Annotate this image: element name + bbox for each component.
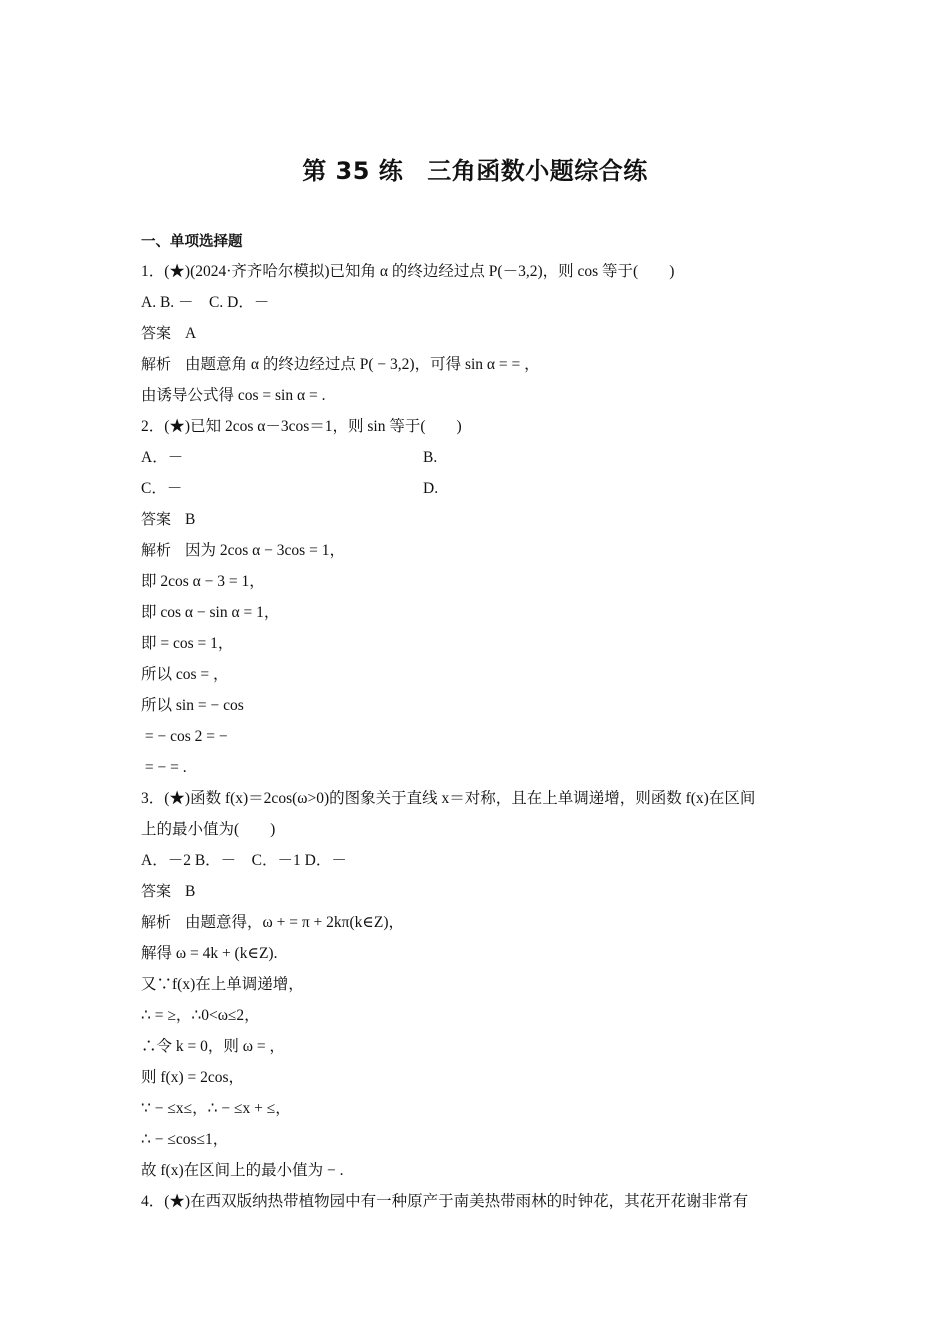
- q1-options: A. B. － C. D．－: [141, 294, 270, 311]
- q2-options-row2: [141, 473, 821, 504]
- answer-label: 答案: [141, 324, 172, 342]
- analysis-text: 由题意角 α 的终边经过点 P( − 3,2)，可得 sin α = = ，: [185, 356, 540, 373]
- q2-analysis-line: 所以 sin = − cos: [141, 697, 244, 714]
- q1-stem: 1．(★)(2024·齐齐哈尔模拟)已知角 α 的终边经过点 P(－3,2)，则 cos 等于( ): [141, 263, 675, 280]
- q4-stem: 4．(★)在西双版纳热带植物园中有一种原产于南美热带雨林的时钟花，其花开花谢非常有: [141, 1193, 749, 1210]
- q3-analysis-line: 故 f(x)在区间上的最小值为 − .: [141, 1162, 344, 1179]
- q3-options: A．－2 B．－ C．－1 D．－: [141, 852, 347, 869]
- q2-analysis-line: = − cos 2 = −: [141, 728, 228, 745]
- title-main: 第 35 练: [302, 157, 404, 185]
- q2-analysis-line: 即 = cos = 1，: [141, 635, 234, 652]
- answer-value: B: [185, 883, 196, 900]
- q1-analysis-line: 由诱导公式得 cos = sin α = .: [141, 387, 326, 404]
- q3-analysis-line: ∴令 k = 0，则 ω = ，: [141, 1038, 285, 1055]
- q1-analysis: [141, 349, 821, 380]
- answer-label: 答案: [141, 510, 172, 528]
- q3-analysis-line: 则 f(x) = 2cos，: [141, 1069, 245, 1086]
- analysis-label: 解析: [141, 913, 172, 931]
- q3-analysis-line: ∴ = ≥，∴0<ω≤2，: [141, 1007, 260, 1024]
- q2-options-row1: [141, 442, 821, 473]
- page-title: [0, 153, 950, 189]
- analysis-text: 因为 2cos α − 3cos = 1，: [185, 542, 345, 559]
- q2-analysis-line: 即 cos α − sin α = 1，: [141, 604, 280, 621]
- answer-value: B: [185, 511, 196, 528]
- q2-analysis-line: 所以 cos = ，: [141, 666, 229, 683]
- answer-label: 答案: [141, 882, 172, 900]
- answer-value: A: [185, 325, 197, 342]
- q2-stem: 2．(★)已知 2cos α－3cos＝1，则 sin 等于( ): [141, 418, 462, 435]
- q2-analysis-line: = − = .: [141, 759, 187, 776]
- title-sub: 三角函数小题综合练: [427, 157, 648, 185]
- analysis-label: 解析: [141, 355, 172, 373]
- q3-analysis: [141, 907, 821, 938]
- q3-analysis-line: ∴ − ≤cos≤1，: [141, 1131, 229, 1148]
- q2-option-b: B.: [423, 449, 438, 466]
- q3-analysis-line: 又∵f(x)在上单调递增，: [141, 976, 304, 993]
- q2-answer: [141, 504, 821, 535]
- analysis-text: 由题意得，ω + = π + 2kπ(k∈Z)，: [185, 914, 404, 931]
- q2-option-a: A．－: [141, 449, 184, 466]
- q3-answer: [141, 876, 821, 907]
- document-body: [141, 228, 821, 1217]
- q3-analysis-line: 解得 ω = 4k + (k∈Z).: [141, 945, 278, 962]
- q3-stem: 3．(★)函数 f(x)＝2cos(ω>0)的图象关于直线 x＝对称，且在上单调递增，则函数 f(x)在区间: [141, 790, 756, 807]
- q2-option-c: C．－: [141, 480, 183, 497]
- section-heading: 一、单项选择题: [141, 234, 243, 250]
- q2-analysis-line: 即 2cos α − 3 = 1，: [141, 573, 265, 590]
- q2-option-d: D.: [423, 480, 439, 497]
- q2-analysis: [141, 535, 821, 566]
- q1-answer: [141, 318, 821, 349]
- q3-stem-cont: 上的最小值为( ): [141, 821, 276, 838]
- analysis-label: 解析: [141, 541, 172, 559]
- q3-analysis-line: ∵ − ≤x≤，∴ − ≤x + ≤，: [141, 1100, 291, 1117]
